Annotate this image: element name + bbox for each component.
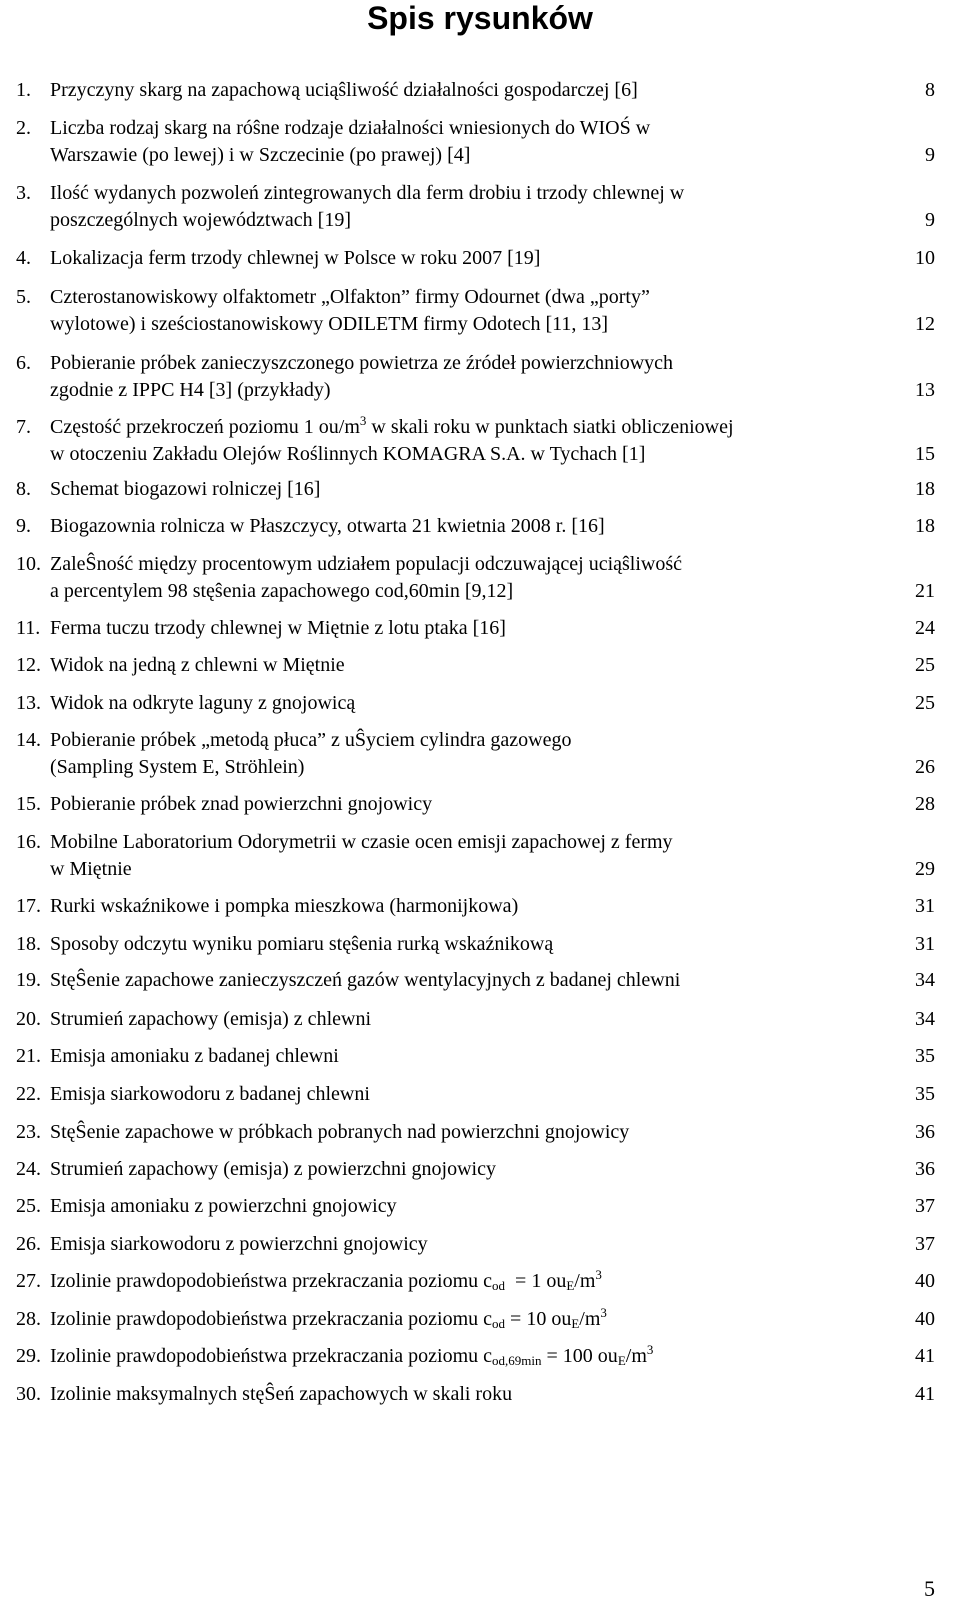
entry-title: Czterostanowiskowy olfaktometr „Olfakton” firmy Odournet (dwa „porty” wylotowe) i sześciostanowiskowy ODILETM firmy Odotech [11, 13] — [50, 286, 650, 335]
figure-entry-9[interactable] — [0, 513, 960, 540]
entry-title: Rurki wskaźnikowe i pompka mieszkowa (harmonijkowa) — [50, 895, 519, 917]
figure-entry-7[interactable] — [0, 414, 960, 468]
entry-number: 25. — [16, 1195, 41, 1217]
entry-title: Izolinie prawdopodobieństwa przekraczania poziomu $c_{od} = 10$ $ou_E/m^3$ — [50, 1305, 607, 1331]
entry-title: Schemat biogazowi rolniczej [16] — [50, 478, 321, 500]
entry-title: Sposoby odczytu wyniku pomiaru stęŝenia rurką wskaźnikową — [50, 933, 554, 955]
entry-number: 10. — [16, 553, 41, 575]
figure-entry-8[interactable] — [0, 476, 960, 503]
figure-entry-16[interactable] — [0, 829, 960, 883]
entry-number: 9. — [16, 515, 31, 537]
entry-number: 24. — [16, 1158, 41, 1180]
figure-entry-26[interactable] — [0, 1231, 960, 1258]
figure-entry-10[interactable] — [0, 551, 960, 605]
entry-title: Ilość wydanych pozwoleń zintegrowanych dla ferm drobiu i trzody chlewnej w poszczególnych województwach [19] — [50, 182, 685, 231]
entry-title: Widok na odkryte laguny z gnojowicą — [50, 692, 356, 714]
entry-title: Strumień zapachowy (emisja) z chlewni — [50, 1008, 371, 1030]
entry-number: 21. — [16, 1045, 41, 1067]
entry-title: Izolinie maksymalnych stęŜeń zapachowych w skali roku — [50, 1383, 513, 1405]
entry-page: 40 — [915, 1270, 935, 1292]
entry-page: 25 — [915, 654, 935, 676]
entry-number: 18. — [16, 933, 41, 955]
entry-number: 19. — [16, 969, 41, 991]
entry-title: Pobieranie próbek znad powierzchni gnojowicy — [50, 793, 433, 815]
figure-entry-25[interactable] — [0, 1193, 960, 1220]
figure-entry-1[interactable] — [0, 77, 960, 104]
figure-entry-12[interactable] — [0, 652, 960, 679]
entry-page: 18 — [915, 515, 935, 537]
figure-entry-28[interactable] — [0, 1306, 960, 1333]
entry-page: 36 — [915, 1158, 935, 1180]
entry-title: Przyczyny skarg na zapachową uciąŝliwość działalności gospodarczej [6] — [50, 79, 638, 101]
figure-entry-3[interactable] — [0, 180, 960, 234]
page-title: Spis rysunków — [367, 0, 593, 36]
entry-number: 1. — [16, 79, 31, 101]
entry-title: StęŜenie zapachowe w próbkach pobranych nad powierzchni gnojowicy — [50, 1121, 630, 1143]
entry-number: 5. — [16, 286, 31, 308]
entry-page: 24 — [915, 617, 935, 639]
entry-number: 22. — [16, 1083, 41, 1105]
entry-page: 36 — [915, 1121, 935, 1143]
entry-number: 28. — [16, 1308, 41, 1330]
entry-title: Emisja siarkowodoru z badanej chlewni — [50, 1083, 370, 1105]
entry-title: Izolinie prawdopodobieństwa przekraczania poziomu $c_{od,69min} = 100$ $ou_E/m^3$ — [50, 1342, 654, 1368]
entry-number: 8. — [16, 478, 31, 500]
entry-number: 15. — [16, 793, 41, 815]
entry-number: 12. — [16, 654, 41, 676]
entry-title: Widok na jedną z chlewni w Miętnie — [50, 654, 345, 676]
entry-page: 25 — [915, 692, 935, 714]
entry-page: 13 — [915, 379, 935, 401]
figure-entry-11[interactable] — [0, 615, 960, 642]
entry-number: 11. — [16, 617, 41, 639]
entry-title: Liczba rodzaj skarg na róŝne rodzaje działalności wniesionych do WIOŚ w Warszawie (po lewej) i w Szczecinie (po prawej) [4] — [50, 117, 651, 166]
entry-number: 2. — [16, 117, 31, 139]
entry-page: 35 — [915, 1045, 935, 1067]
entry-title: StęŜenie zapachowe zanieczyszczeń gazów wentylacyjnych z badanej chlewni — [50, 969, 681, 991]
entry-page: 9 — [925, 144, 935, 166]
entry-page: 21 — [915, 580, 935, 602]
entry-page: 34 — [915, 969, 935, 991]
figure-entry-30[interactable] — [0, 1381, 960, 1408]
entry-page: 18 — [915, 478, 935, 500]
entry-title: Emisja siarkowodoru z powierzchni gnojowicy — [50, 1233, 428, 1255]
entry-page: 31 — [915, 933, 935, 955]
entry-page: 41 — [915, 1345, 935, 1367]
entry-page: 40 — [915, 1308, 935, 1330]
entry-title: Strumień zapachowy (emisja) z powierzchni gnojowicy — [50, 1158, 496, 1180]
figure-entry-6[interactable] — [0, 350, 960, 404]
figure-entry-24[interactable] — [0, 1156, 960, 1183]
entry-page: 28 — [915, 793, 935, 815]
entry-number: 20. — [16, 1008, 41, 1030]
figure-entry-14[interactable] — [0, 727, 960, 781]
entry-page: 15 — [915, 443, 935, 465]
entry-page: 34 — [915, 1008, 935, 1030]
entry-number: 16. — [16, 831, 41, 853]
entry-number: 13. — [16, 692, 41, 714]
entry-number: 17. — [16, 895, 41, 917]
figure-entry-18[interactable] — [0, 931, 960, 958]
figure-entry-17[interactable] — [0, 893, 960, 920]
figure-entry-27[interactable] — [0, 1268, 960, 1295]
figure-entry-13[interactable] — [0, 690, 960, 717]
entry-title: Ferma tuczu trzody chlewnej w Miętnie z lotu ptaka [16] — [50, 617, 506, 639]
entry-page: 10 — [915, 247, 935, 269]
page-number: 5 — [924, 1576, 935, 1601]
entry-page: 26 — [915, 756, 935, 778]
entry-page: 37 — [915, 1233, 935, 1255]
entry-title: Biogazownia rolnicza w Płaszczycy, otwarta 21 kwietnia 2008 r. [16] — [50, 515, 605, 537]
entry-number: 29. — [16, 1345, 41, 1367]
figure-entry-4[interactable] — [0, 245, 960, 272]
entry-title: Lokalizacja ferm trzody chlewnej w Polsce w roku 2007 [19] — [50, 247, 541, 269]
entry-number: 3. — [16, 182, 31, 204]
figure-entry-21[interactable] — [0, 1043, 960, 1070]
entry-number: 30. — [16, 1383, 41, 1405]
figure-entry-23[interactable] — [0, 1119, 960, 1146]
entry-page: 41 — [915, 1383, 935, 1405]
entry-number: 27. — [16, 1270, 41, 1292]
entry-title: Częstość przekroczeń poziomu 1 $ou/m^3$ w skali roku w punktach siatki obliczeniowej w otoczeniu Zakładu Olejów Roślinnych KOMAGRA S.A. w Tychach [1] — [50, 413, 734, 465]
entry-number: 6. — [16, 352, 31, 374]
entry-page: 12 — [915, 313, 935, 335]
entry-number: 23. — [16, 1121, 41, 1143]
figure-entry-2[interactable] — [0, 115, 960, 169]
entry-title: Izolinie prawdopodobieństwa przekraczania poziomu $c_{od} = 1$ $ou_E/m^3$ — [50, 1267, 602, 1293]
entry-title: Pobieranie próbek zanieczyszczonego powietrza ze źródeł powierzchniowych zgodnie z IPPC H4 [3] (przykłady) — [50, 352, 674, 401]
figure-entry-5[interactable] — [0, 284, 960, 338]
entry-page: 37 — [915, 1195, 935, 1217]
entry-number: 14. — [16, 729, 41, 751]
entry-title: Pobieranie próbek „metodą płuca” z uŜyciem cylindra gazowego (Sampling System E, Ströhlein) — [50, 729, 572, 778]
figure-entry-19[interactable] — [0, 967, 960, 994]
entry-page: 8 — [925, 79, 935, 101]
entry-page: 31 — [915, 895, 935, 917]
entry-title: Mobilne Laboratorium Odorymetrii w czasie ocen emisji zapachowej z fermy w Miętnie — [50, 831, 673, 880]
entry-number: 4. — [16, 247, 31, 269]
entry-title: ZaleŜność między procentowym udziałem populacji odczuwającej uciąŝliwość a percentylem 98 stęŝenia zapachowego cod,60min [9,12] — [50, 553, 683, 602]
entry-page: 9 — [925, 209, 935, 231]
entry-number: 7. — [16, 416, 31, 438]
entry-title: Emisja amoniaku z badanej chlewni — [50, 1045, 339, 1067]
entry-page: 35 — [915, 1083, 935, 1105]
entry-number: 26. — [16, 1233, 41, 1255]
figure-entry-22[interactable] — [0, 1081, 960, 1108]
entry-page: 29 — [915, 858, 935, 880]
figure-entry-29[interactable] — [0, 1343, 960, 1370]
figure-entry-15[interactable] — [0, 791, 960, 818]
entry-title: Emisja amoniaku z powierzchni gnojowicy — [50, 1195, 397, 1217]
figure-entry-20[interactable] — [0, 1006, 960, 1033]
